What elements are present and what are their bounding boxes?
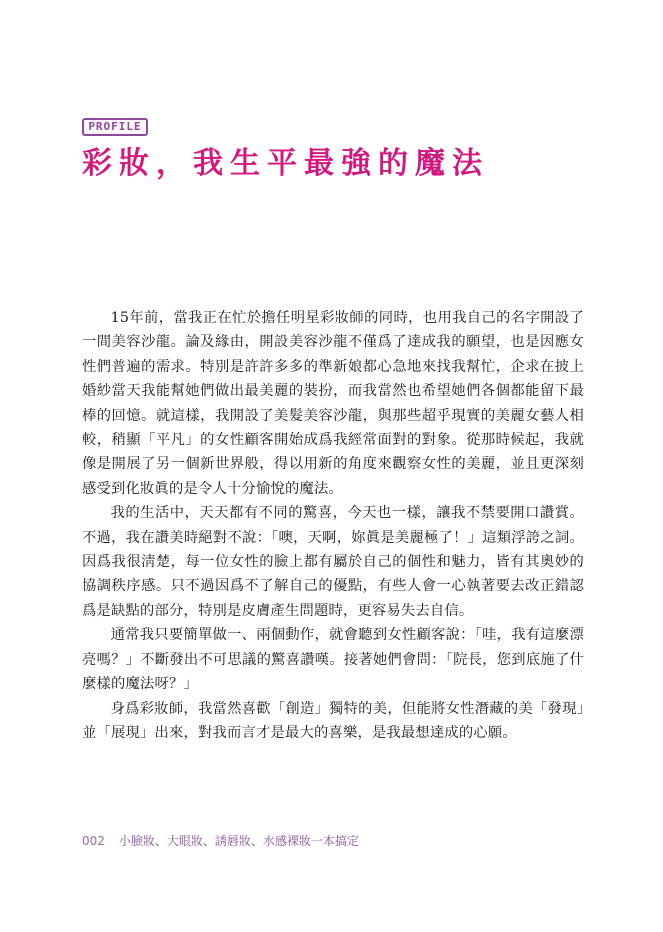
paragraph-3: 通常我只要簡單做一、兩個動作，就會聽到女性顧客說：「哇，我有這麼漂亮嗎？」不斷發出不可思議的驚喜讚嘆。接著她們會問：「院長，您到底施了什麼樣的魔法呀？」 (82, 627, 584, 693)
body-text (82, 306, 584, 745)
paragraph-4: 身爲彩妝師，我當然喜歡「創造」獨特的美，但能將女性潛藏的美「發現」並「展現」出來，對我而言才是最大的喜樂，是我最想達成的心願。 (82, 700, 584, 741)
page-footer (82, 832, 359, 849)
page-title: 彩妝，我生平最強的魔法 (82, 146, 489, 181)
page-number: 002 (82, 834, 105, 848)
profile-badge: PROFILE (82, 118, 148, 136)
book-title: 小臉妝、大眼妝、誘唇妝、水感裸妝一本搞定 (118, 834, 359, 848)
paragraph-1: 15年前，當我正在忙於擔任明星彩妝師的同時，也用我自己的名字開設了一間美容沙龍。論及緣由，開設美容沙龍不僅爲了達成我的願望，也是因應女性們普遍的需求。特別是許許多多的準新娘都心急地來找我幫忙，企求在披上婚紗當天我能幫她們做出最美麗的裝扮，而我當然也希望她們各個都能留下最棒的回憶。就這樣，我開設了美髮美容沙龍，與那些超乎現實的美麗女藝人相較，稍顯「平凡」的女性顧客開始成爲我經常面對的對象。從那時候起，我就像是開展了另一個新世界般，得以用新的角度來觀察女性的美麗，並且更深刻感受到化妝眞的是令人十分愉悅的魔法。 (82, 310, 584, 497)
paragraph-2: 我的生活中，天天都有不同的驚喜，今天也一樣，讓我不禁要開口讚賞。不過，我在讚美時絕對不說：「噢，天啊，妳眞是美麗極了！」這類浮誇之詞。因爲我很淸楚，每一位女性的臉上都有屬於自己的個性和魅力，皆有其奧妙的協調秩序感。只不過因爲不了解自己的優點，有些人會一心執著要去改正錯認爲是缺點的部分，特別是皮膚產生問題時，更容易失去自信。 (82, 505, 584, 619)
